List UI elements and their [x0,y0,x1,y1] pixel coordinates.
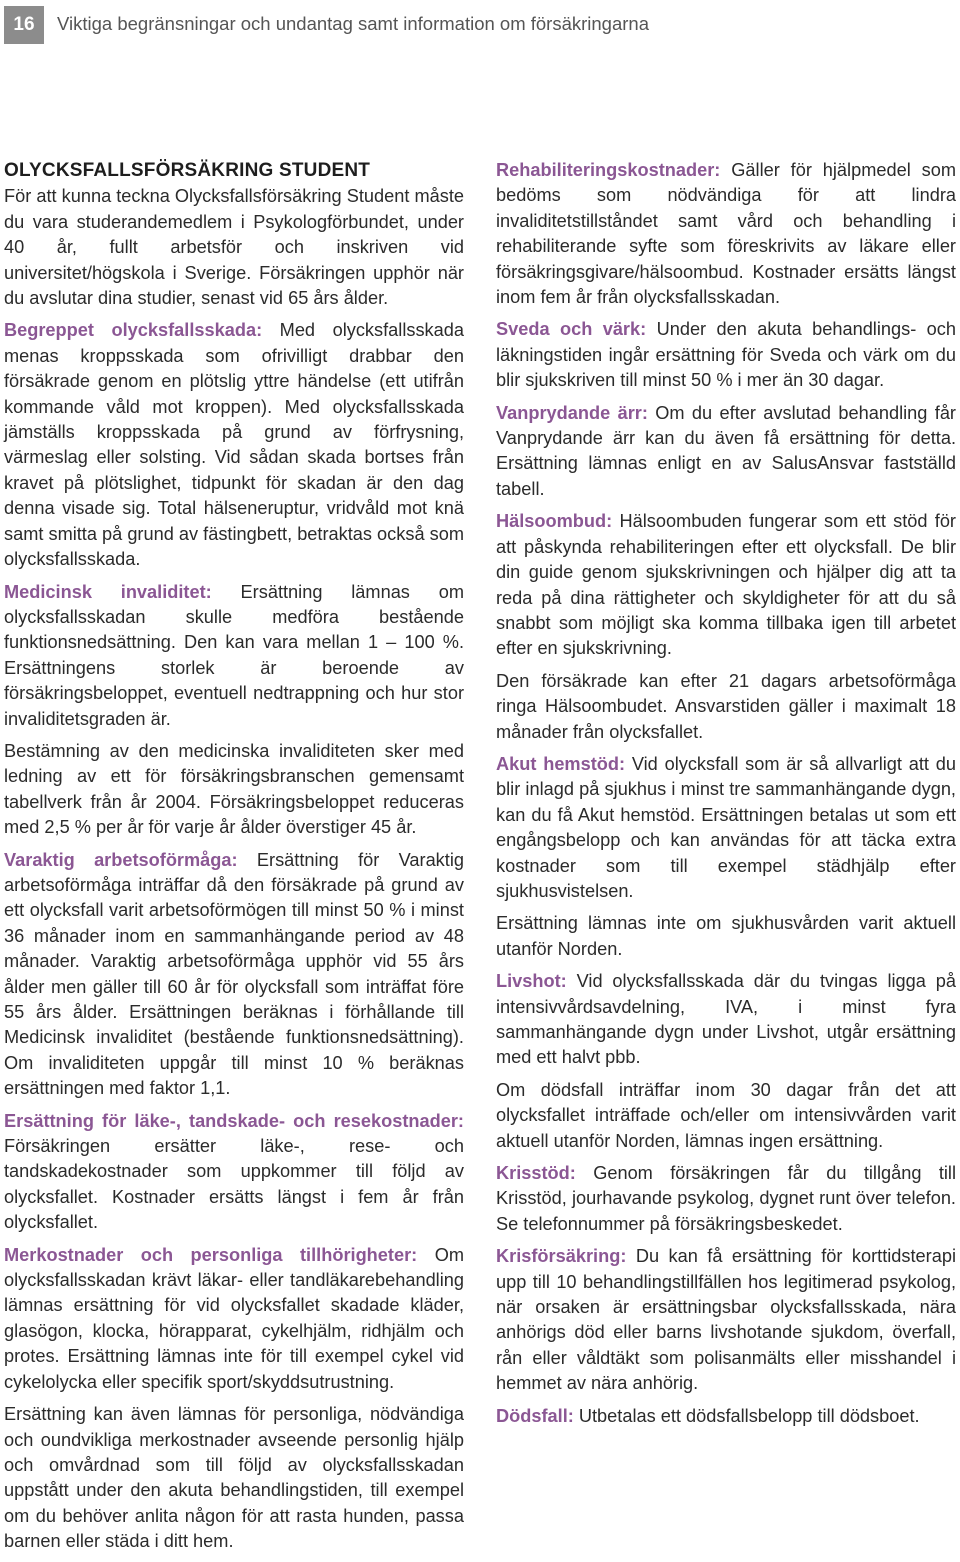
paragraph-text: Ersättning lämnas inte om sjukhusvården varit aktuell utanför Norden. [496,913,956,959]
paragraph-text: Om dödsfall inträffar inom 30 dagar från det att olycksfallet inträffade och/eller om intensivvården varit aktuell utanför Norden, lämnas ingen ersättning. [496,1079,956,1151]
page-number-badge: 16 [4,6,44,44]
right-column [496,158,956,1436]
page-header [0,0,960,50]
term-label: Livshot: [496,971,567,992]
paragraph-krisforsakring [496,1244,956,1396]
paragraph-merkostnader [4,1243,464,1395]
paragraph-medicinsk-invaliditet [4,580,464,732]
paragraph-varaktig-arbetsoformaga [4,848,464,1102]
paragraph-text: Hälsoombuden fungerar som ett stöd för att påskynda rehabiliteringen efter ett olycksfall. De blir din guide genom sjukskrivningen och hjälper dig att ta reda på dina rättigheter och skyldigheter för att du så snabbt som möjligt ska komma tillbaka igen till arbetet efter en sjukskrivning. [496,511,956,659]
paragraph-krisstod [496,1161,956,1237]
term-label: Hälsoombud: [496,511,613,532]
term-label: Akut hemstöd: [496,753,626,774]
paragraph-akut-hemstod [496,752,956,904]
paragraph-vanprydande-arr [496,401,956,503]
paragraph-text: Försäkringen ersätter läke-, rese- och tandskadekostnader som uppkommer till följd av olycksfallet. Kostnader ersätts längst i fem år från olycksfallet. [4,1136,464,1233]
term-label: Rehabiliteringskostnader: [496,160,721,180]
paragraph-bestamning [4,739,464,841]
paragraph-text: Med olycksfallsskada menas kroppsskada som ofrivilligt drabbar den försäkrade genom en plötslig yttre händelse (ett utifrån kommande våld mot kroppen). Med olycksfallsskada jämställs kroppsskada på grund av förfrysning, värmeslag eller solsting. Vid sådan skada bortses från kravet på plötslighet, tidpunkt för skadan är den dag denna visade sig. Total hälseneruptur, vridvåld mot knä samt smitta på grund av fästingbett, betraktas också som olycksfallsskada. [4,320,464,570]
paragraph-sveda-och-vark [496,317,956,393]
paragraph-text: Gäller för hjälpmedel som bedöms som nödvändiga för att lindra invaliditetstillståndet samt vård och behandling i rehabiliterande syfte som föreskrivits av läkare eller försäkringsgivare/hälsoombud. Kostnader ersätts längst inom fem år från olycksfallsskadan. [496,160,956,308]
term-label: Krisförsäkring: [496,1246,627,1267]
intro-text: För att kunna teckna Olycksfallsförsäkring Student måste du vara studerandemedlem i Psykologförbundet, under 40 år, fullt arbetsför och inskriven vid universitet/högskola i Sverige. Försäkringen upphör när du avslutar dina studier, senast vid 65 års ålder. [4,186,464,309]
paragraph-text: Utbetalas ett dödsfallsbelopp till dödsboet. [573,1405,920,1426]
paragraph-text: Vid olycksfall som är så allvarligt att du blir inlagd på sjukhus i minst tre sammanhängande dygn, kan du få Akut hemstöd. Ersättningen betalas ut som ett engångsbelopp och kan användas för att täcka extra kostnader som till exempel städhjälp efter sjukhusvistelsen. [496,753,956,901]
paragraph-text: Bestämning av den medicinska invaliditeten sker med ledning av ett för försäkringsbranschen gemensamt tabellverk från år 2004. Försäkringsbeloppet reduceras med 2,5 % per år för varje år ålder överstiger 45 år. [4,740,464,838]
term-label: Vanprydande ärr: [496,402,648,423]
paragraph-text: Genom försäkringen får du tillgång till Krisstöd, jourhavande psykolog, dygnet runt över telefon. Se telefonnummer på försäkringsbeskedet. [496,1163,956,1234]
paragraph-livshot [496,969,956,1071]
paragraph-sjukhusvard-norden [496,911,956,962]
term-label: Varaktig arbetsoförmåga: [4,849,238,870]
paragraph-personliga-merkostnader [4,1402,464,1554]
paragraph-dodsfall [496,1404,956,1429]
term-label: Sveda och värk: [496,319,647,340]
paragraph-text: Du kan få ersättning för korttidsterapi upp till 10 behandlingstillfällen hos legitimerad psykolog, när orsaken är ersättningsbar olycksfallsskada, nära anhörigs död eller barns livshotande sjukdom, överfall, rån eller våldtäkt som polisanmälts eller misshandel i hemmet av nära anhörig. [496,1246,956,1394]
term-label: Medicinsk invaliditet: [4,581,212,602]
left-column [4,158,464,1562]
paragraph-text: Ersättning lämnas om olycksfallsskadan skulle medföra bestående funktionsnedsättning. Den kan vara mellan 1 – 100 %. Ersättningens storlek är beroende av försäkringsbeloppet, eventuell nedtrappning och hur stor invaliditetsgraden är. [4,581,464,729]
header-title: Viktiga begränsningar och undantag samt information om försäkringarna [57,13,649,34]
paragraph-halsoombud [496,509,956,661]
paragraph-text: Ersättning kan även lämnas för personliga, nödvändiga och oundvikliga merkostnader avseende personlig hjälp och omvårdnad som till följd av olycksfallsskadan uppstått under den akuta behandlingstiden, till exempel om du behöver anlita någon för att rasta hunden, passa barnen eller städa i ditt hem. [4,1404,464,1552]
term-label: Merkostnader och personliga tillhörigheter: [4,1244,418,1265]
section-title: OLYCKSFALLSFÖRSÄKRING STUDENT [4,160,371,181]
paragraph-text: Om du efter avslutad behandling får Vanprydande ärr kan du även få ersättning för detta. Ersättning lämnas enligt en av SalusAnsvar fastställd tabell. [496,402,956,499]
term-label: Ersättning för läke-, tandskade- och resekostnader: [4,1110,464,1131]
intro-paragraph [4,184,464,311]
paragraph-dodsfall-30-dagar [496,1078,956,1154]
term-label: Dödsfall: [496,1405,574,1426]
paragraph-lake-tandskade [4,1109,464,1236]
paragraph-olycksfallsskada [4,318,464,572]
paragraph-text: Ersättning för Varaktig arbetsoförmåga inträffar då den försäkrade på grund av ett olycksfall varit arbetsoförmögen till minst 50 % i minst 36 månader inom en sammanhängande period av 48 månader. Varaktig arbetsoförmåga upphör vid 55 års ålder men gäller till 60 år för olycksfall som inträffat före 55 års ålder. Ersättningen beräknas i förhållande till Medicinsk invaliditet (bestående funktionsnedsättning). Om invaliditeten uppgår till minst 10 % beräknas ersättningen med faktor 1,1. [4,849,464,1099]
paragraph-text: Under den akuta behandlings- och läkningstiden ingår ersättning för Sveda och värk om du blir sjukskriven till minst 50 % i mer än 30 dagar. [496,319,956,391]
paragraph-text: Den försäkrade kan efter 21 dagars arbetsoförmåga ringa Hälsoombudet. Ansvarstiden gäller i maximalt 18 månader från olycksfallet. [496,670,956,742]
paragraph-text: Om olycksfallsskadan krävt läkar- eller tandläkarebehandling lämnas ersättning för vid olycksfallet skadade kläder, glasögon, klocka, hörapparat, cykelhjälm, ridhjälm och protes. Ersättning lämnas inte för till exempel cykel vid cykelolycka eller specifik sport/skyddsutrustning. [4,1244,464,1392]
paragraph-halsoombud-ringa [496,669,956,745]
paragraph-rehabilitering [496,158,956,310]
paragraph-text: Vid olycksfallsskada där du tvingas ligga på intensivvårdsavdelning, IVA, i minst fyra sammanhängande dygn under Livshot, utgår ersättning med ett halvt pbb. [496,971,956,1068]
term-label: Krisstöd: [496,1163,576,1184]
term-label: Begreppet olycksfallsskada: [4,320,263,341]
